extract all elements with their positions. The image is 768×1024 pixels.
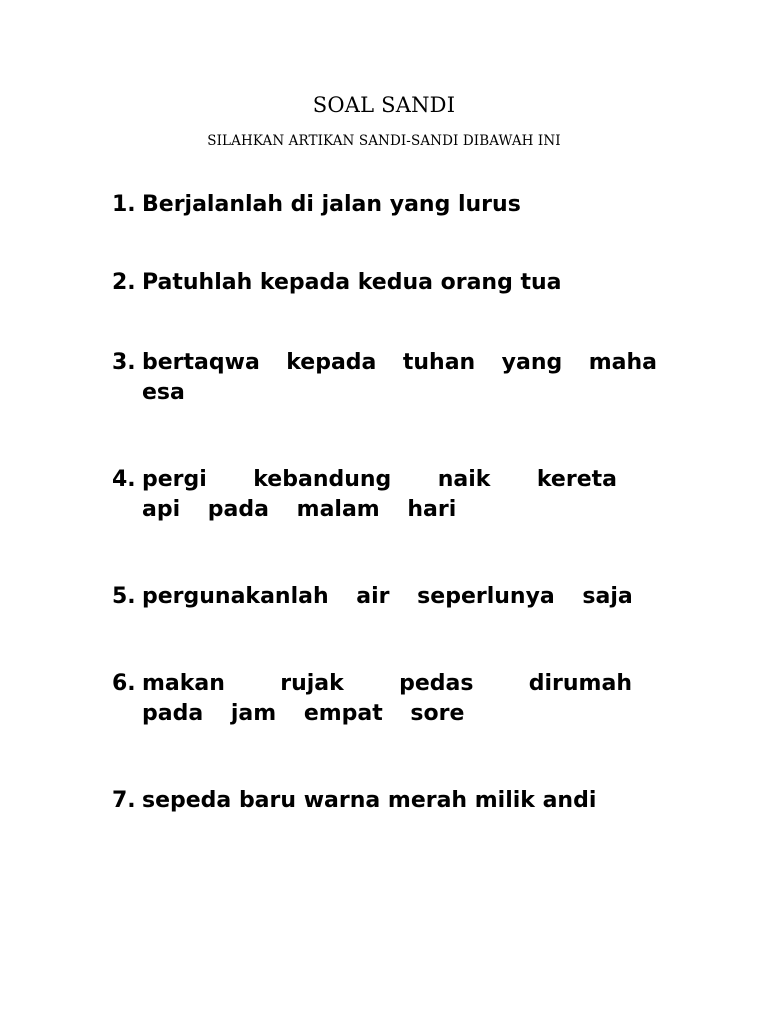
list-item — [112, 786, 657, 816]
list-item-text: pergunakanlah air seperlunya saja — [142, 584, 633, 609]
list-item-number: 3. — [112, 350, 136, 375]
list-item-text: sepeda baru warna merah milik andi — [142, 788, 597, 813]
list-item-text: Berjalanlah di jalan yang lurus — [142, 192, 521, 217]
list-item — [112, 268, 657, 298]
list-item-text: Patuhlah kepada kedua orang tua — [142, 270, 562, 295]
page-title: SOAL SANDI — [312, 93, 456, 117]
list-item-number: 1. — [112, 192, 136, 217]
list-item-number: 7. — [112, 788, 136, 813]
list-item — [112, 669, 657, 729]
list-item-text: bertaqwa kepada tuhan yang maha esa — [142, 350, 657, 405]
list-item-number: 4. — [112, 467, 136, 492]
list-item-text: makan rujak pedas dirumah pada jam empat sore — [142, 671, 632, 726]
list-item — [112, 582, 657, 612]
list-item — [112, 190, 657, 220]
list-item-text: pergi kebandung naik kereta api pada malam hari — [142, 467, 617, 522]
list-item — [112, 348, 657, 408]
page-subtitle: SILAHKAN ARTIKAN SANDI-SANDI DIBAWAH INI — [207, 133, 561, 149]
list-item-number: 5. — [112, 584, 136, 609]
list-item — [112, 465, 657, 525]
list-item-number: 6. — [112, 671, 136, 696]
list-item-number: 2. — [112, 270, 136, 295]
